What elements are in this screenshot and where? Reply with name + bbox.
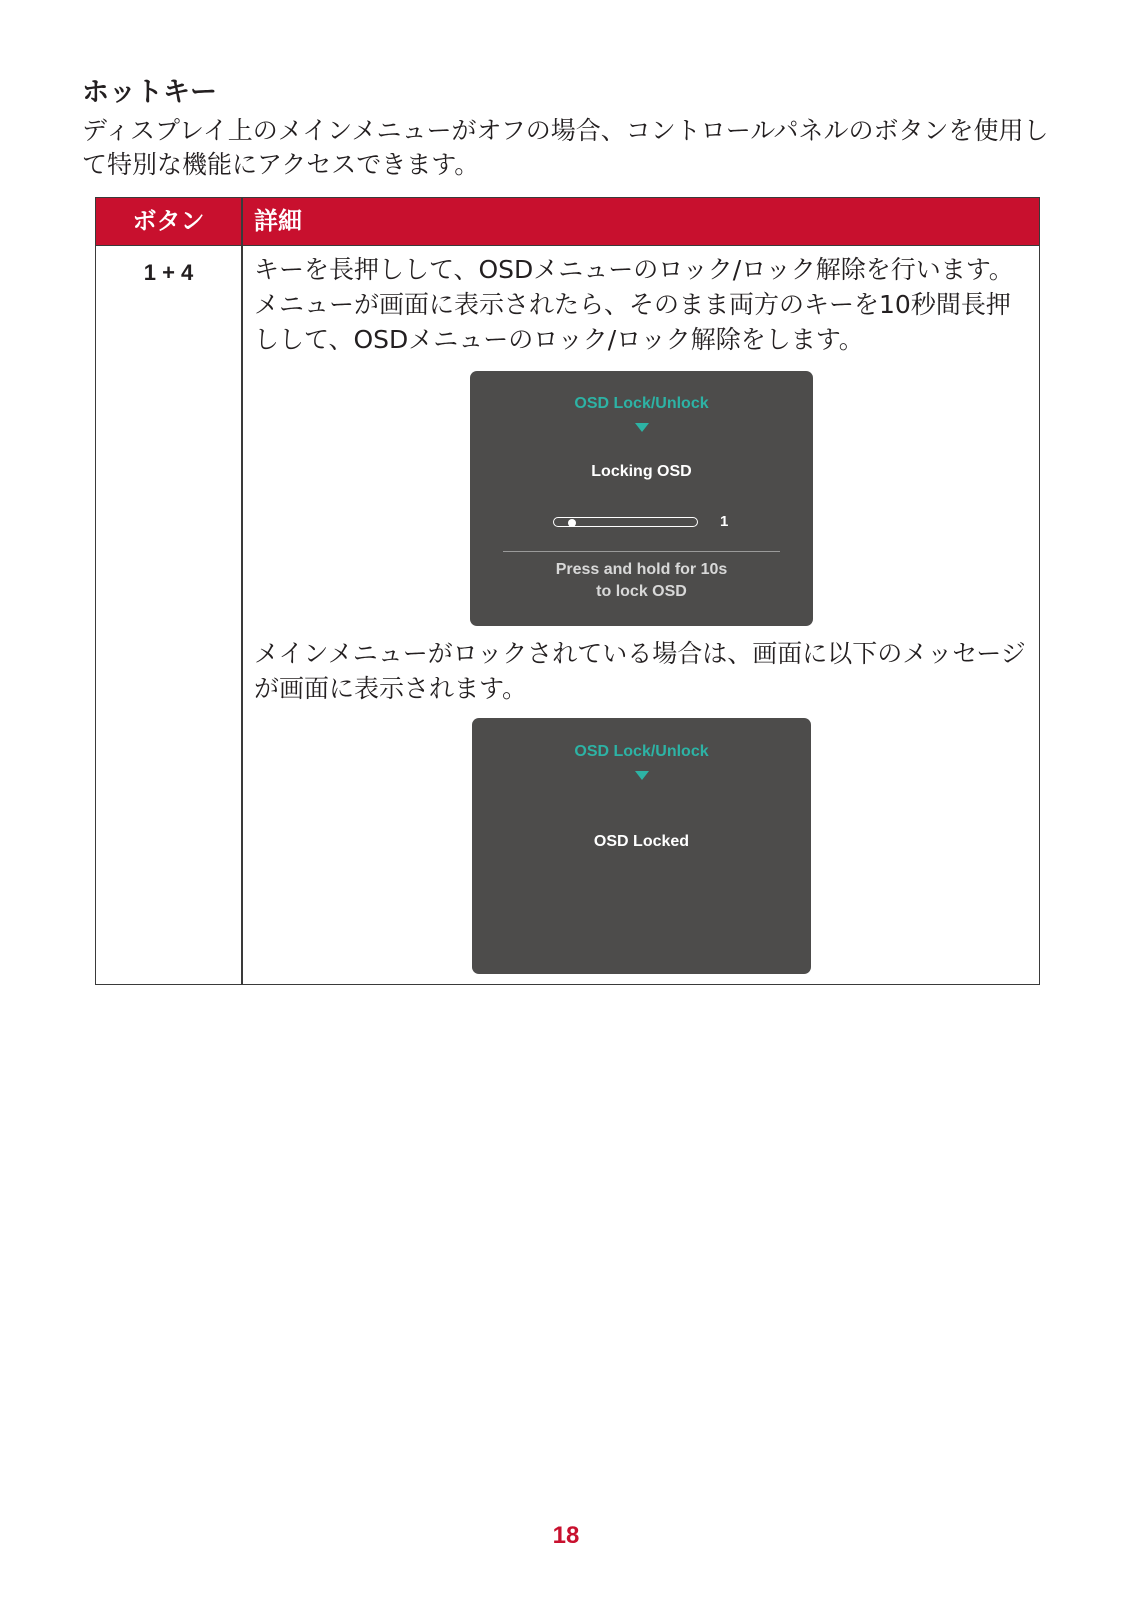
- slider-value: 1: [720, 513, 729, 530]
- osd-title: OSD Lock/Unlock: [574, 395, 709, 412]
- column-divider: [241, 198, 243, 984]
- page-number: 18: [552, 1522, 580, 1549]
- osd-locked-panel: [472, 718, 811, 974]
- osd-hint-line-1: Press and hold for 10s: [555, 561, 728, 578]
- lock-progress-slider: [553, 517, 698, 527]
- hotkey-table: [95, 197, 1040, 985]
- osd-hint: [470, 559, 813, 603]
- triangle-down-icon: [635, 423, 649, 432]
- table-header: [96, 198, 1039, 246]
- osd-status: Locking OSD: [591, 463, 692, 480]
- triangle-down-icon: [635, 771, 649, 780]
- button-combo: 1 + 4: [143, 260, 194, 285]
- section-heading: ホットキー: [82, 77, 217, 108]
- intro-text: ディスプレイ上のメインメニューがオフの場合、コントロールパネルのボタンを使用して特別な機能にアクセスできます。: [82, 116, 1049, 179]
- detail-paragraph-1: キーを長押しして、OSDメニューのロック/ロック解除を行います。メニューが画面に表示されたら、そのまま両方のキーを10秒間長押しして、OSDメニューのロック/ロック解除をします。: [254, 255, 1014, 354]
- detail-paragraph-2: メインメニューがロックされている場合は、画面に以下のメッセージが画面に表示されます。: [254, 639, 1026, 703]
- osd-title: OSD Lock/Unlock: [574, 743, 709, 760]
- osd-divider: [503, 551, 780, 552]
- osd-locking-panel: [470, 371, 813, 626]
- header-button: ボタン: [132, 207, 205, 235]
- slider-knob: [568, 519, 576, 527]
- header-detail: 詳細: [254, 207, 302, 235]
- osd-hint-line-2: to lock OSD: [596, 583, 687, 600]
- osd-status: OSD Locked: [593, 833, 690, 850]
